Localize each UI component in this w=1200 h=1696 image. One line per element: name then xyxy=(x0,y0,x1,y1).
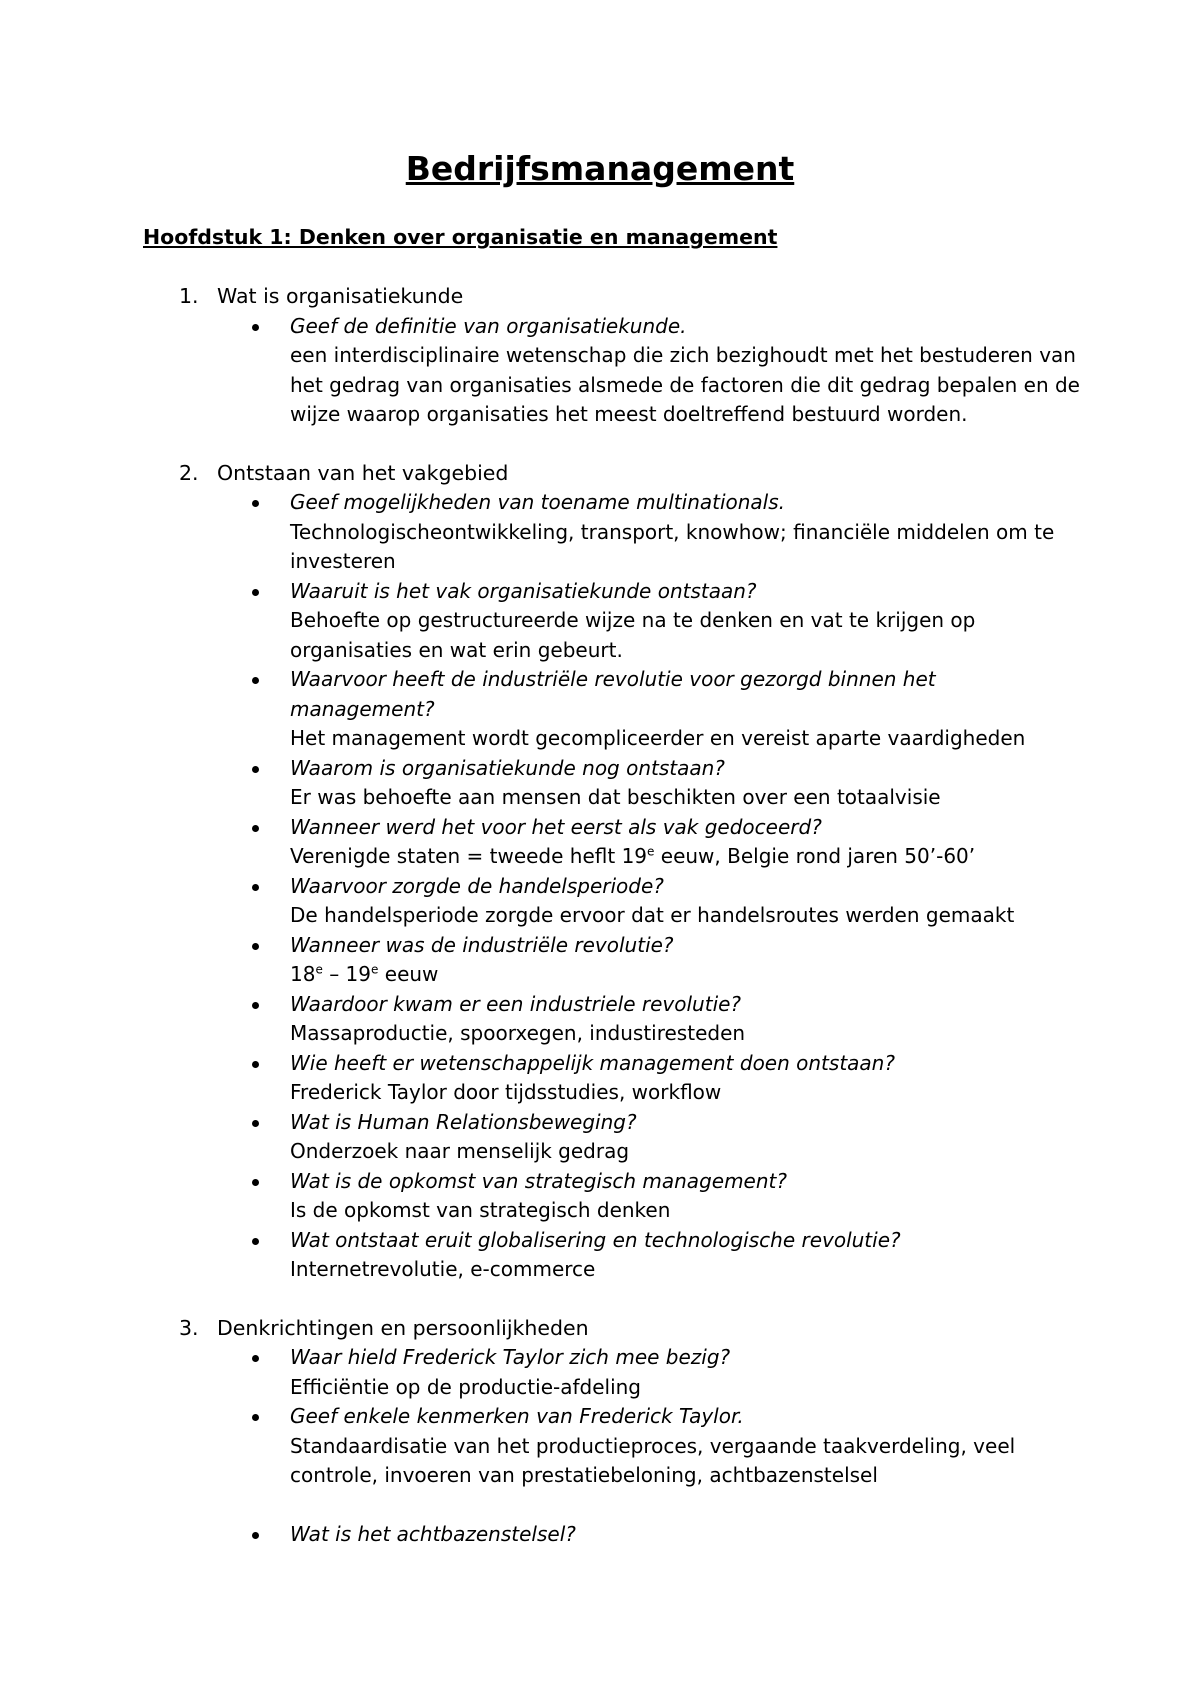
question-text: Waarom is organisatiekunde nog ontstaan? xyxy=(290,755,725,780)
bullet-icon xyxy=(252,1002,259,1009)
list-item xyxy=(0,872,1200,931)
bullet-icon xyxy=(252,884,259,891)
question-text: Geef enkele kenmerken van Frederick Taylor. xyxy=(290,1404,744,1428)
bullet-icon xyxy=(252,825,259,832)
answer-text: Het management wordt gecompliceerder en vereist aparte vaardigheden xyxy=(290,726,1026,750)
bullet-icon xyxy=(252,324,259,331)
answer-text: Internetrevolutie, e-commerce xyxy=(290,1257,596,1281)
section-heading xyxy=(0,1314,1200,1344)
question-text: Waarvoor heeft de industriële revolutie voor gezorgd binnen het management? xyxy=(290,667,936,721)
list-item xyxy=(0,488,1200,577)
answer-text: Frederick Taylor door tijdsstudies, workflow xyxy=(290,1080,722,1104)
section xyxy=(0,1314,1200,1550)
list-item xyxy=(0,665,1200,754)
answer-text: een interdisciplinaire wetenschap die zich bezighoudt met het bestuderen van het gedrag van organisaties alsmede de factoren die dit gedrag bepalen en de wijze waarop organisaties het meest doeltreffend bestuurd worden. xyxy=(290,343,1080,426)
chapter-title: Hoofdstuk 1: Denken over organisatie en management xyxy=(143,225,778,249)
answer-text: Behoefte op gestructureerde wijze na te denken en vat te krijgen op organisaties en wat erin gebeurt. xyxy=(290,608,976,662)
list-item xyxy=(0,1343,1200,1402)
answer-text: Onderzoek naar menselijk gedrag xyxy=(290,1139,630,1163)
bullet-icon xyxy=(252,766,259,773)
bullet-icon xyxy=(252,1355,259,1362)
section-number: 3. xyxy=(179,1315,199,1340)
question-text: Geef mogelijkheden van toename multinationals. xyxy=(290,490,786,514)
section-heading-text: Wat is organisatiekunde xyxy=(217,284,464,308)
bullet-icon xyxy=(252,1238,259,1245)
section-heading xyxy=(0,282,1200,312)
list-item xyxy=(0,1520,1200,1550)
answer-text: Er was behoefte aan mensen dat beschikten over een totaalvisie xyxy=(290,785,941,809)
question-text: Wanneer was de industriële revolutie? xyxy=(290,932,674,957)
answer-text: Technologischeontwikkeling, transport, knowhow; financiële middelen om te investeren xyxy=(290,519,1055,573)
answer-text: Efficiëntie op de productie-afdeling xyxy=(290,1374,641,1399)
bullet-icon xyxy=(252,943,259,950)
section-number: 2. xyxy=(179,460,199,485)
section-heading-text: Denkrichtingen en persoonlijkheden xyxy=(217,1315,589,1340)
question-text: Wie heeft er wetenschappelijk management doen ontstaan? xyxy=(290,1050,895,1075)
list-item xyxy=(0,754,1200,813)
bullet-icon xyxy=(252,677,259,684)
answer-text: Massaproductie, spoorxegen, industiresteden xyxy=(290,1021,746,1045)
question-text: Geef de definitie van organisatiekunde. xyxy=(290,313,687,338)
bullet-icon xyxy=(252,1414,259,1421)
section xyxy=(0,459,1200,1285)
bullet-icon xyxy=(252,589,259,596)
list-item xyxy=(0,1167,1200,1226)
question-text: Wanneer werd het voor het eerst als vak gedoceerd? xyxy=(290,814,822,839)
list-item xyxy=(0,1049,1200,1108)
answer-text: 18e – 19e eeuw xyxy=(290,962,439,986)
question-text: Waaruit is het vak organisatiekunde ontstaan? xyxy=(290,578,757,603)
section xyxy=(0,282,1200,430)
bullet-icon xyxy=(252,500,259,507)
answer-text: Verenigde staten = tweede heflt 19e eeuw, Belgie rond jaren 50’-60’ xyxy=(290,844,976,868)
bullet-icon xyxy=(252,1061,259,1068)
list-item xyxy=(0,312,1200,430)
list-item xyxy=(0,931,1200,990)
question-text: Wat is de opkomst van strategisch management? xyxy=(290,1168,787,1193)
list-item xyxy=(0,1402,1200,1491)
question-text: Waardoor kwam er een industriele revolutie? xyxy=(290,991,742,1016)
answer-text: De handelsperiode zorgde ervoor dat er handelsroutes werden gemaakt xyxy=(290,903,1015,927)
bullet-icon xyxy=(252,1532,259,1539)
question-text: Waarvoor zorgde de handelsperiode? xyxy=(290,873,664,898)
list-item xyxy=(0,990,1200,1049)
list-item xyxy=(0,577,1200,666)
bullet-icon xyxy=(252,1120,259,1127)
question-text: Wat ontstaat eruit globalisering en technologische revolutie? xyxy=(290,1227,901,1252)
sections-list xyxy=(0,282,1200,1579)
list-item xyxy=(0,1108,1200,1167)
list-item xyxy=(0,813,1200,872)
question-text: Wat is het achtbazenstelsel? xyxy=(290,1522,576,1546)
list-item xyxy=(0,1226,1200,1285)
question-text: Wat is Human Relationsbeweging? xyxy=(290,1109,637,1134)
answer-text: Is de opkomst van strategisch denken xyxy=(290,1198,671,1222)
section-heading-text: Ontstaan van het vakgebied xyxy=(217,460,509,485)
section-number: 1. xyxy=(179,284,199,308)
bullet-icon xyxy=(252,1179,259,1186)
document-title: Bedrijfsmanagement xyxy=(405,149,795,188)
question-text: Waar hield Frederick Taylor zich mee bezig? xyxy=(290,1345,731,1369)
answer-text: Standaardisatie van het productieproces, vergaande taakverdeling, veel controle, invoeren van prestatiebeloning, achtbazenstelsel xyxy=(290,1433,1016,1487)
section-heading xyxy=(0,459,1200,489)
